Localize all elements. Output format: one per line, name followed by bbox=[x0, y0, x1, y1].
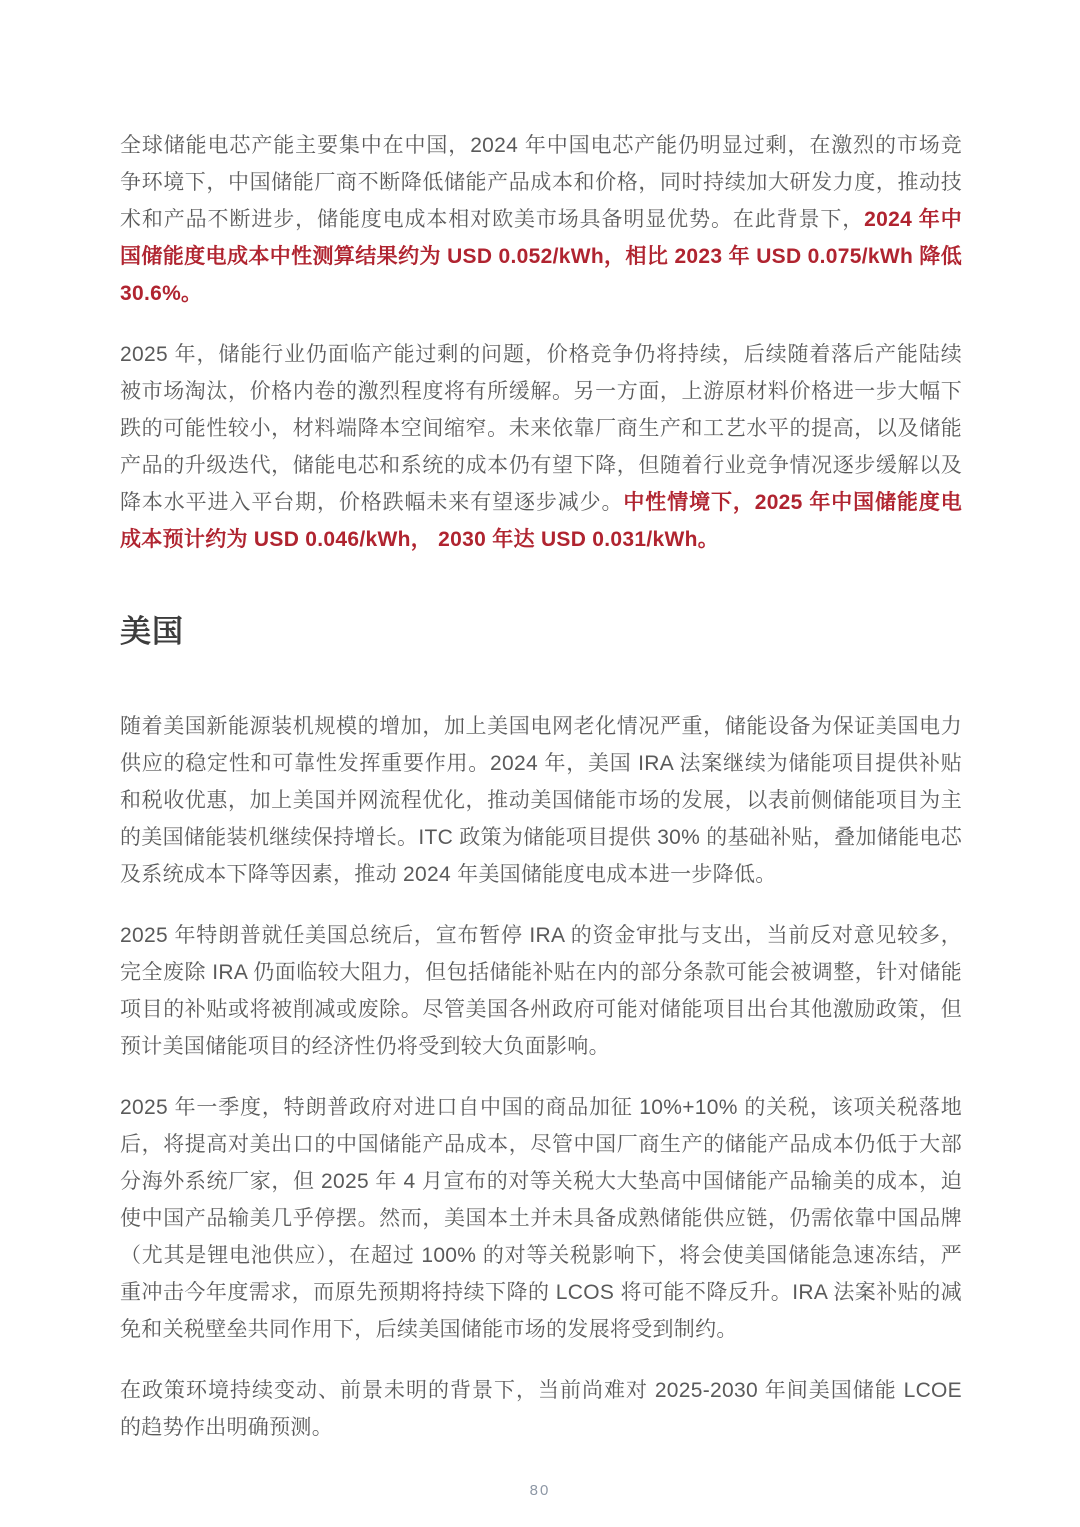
highlight-china-2024-result: 2024 年中国储能度电成本中性测算结果约为 USD 0.052/kWh，相比 2023 年 USD 0.075/kWh 降低 30.6%。 bbox=[120, 208, 962, 305]
page-content bbox=[120, 127, 962, 1470]
paragraph-us-tariffs bbox=[120, 1089, 962, 1348]
paragraph-us-lcoe-outlook bbox=[120, 1372, 962, 1446]
highlight-china-forecast: 中性情境下，2025 年中国储能度电成本预计约为 USD 0.046/kWh， 2030 年达 USD 0.031/kWh。 bbox=[120, 491, 962, 551]
paragraph-text: 2025 年特朗普就任美国总统后，宣布暂停 IRA 的资金审批与支出，当前反对意见较多，完全废除 IRA 仍面临较大阻力，但包括储能补贴在内的部分条款可能会被调整，针对储能项目的补贴或将被削减或废除。尽管美国各州政府可能对储能项目出台其他激励政策，但预计美国储能项目的经济性仍将受到较大负面影响。 bbox=[120, 924, 962, 1058]
paragraph-text: 在政策环境持续变动、前景未明的背景下，当前尚难对 2025-2030 年间美国储能 LCOE 的趋势作出明确预测。 bbox=[120, 1379, 962, 1439]
paragraph-text: 全球储能电芯产能主要集中在中国，2024 年中国电芯产能仍明显过剩，在激烈的市场竞争环境下，中国储能厂商不断降低储能产品成本和价格，同时持续加大研发力度，推动技术和产品不断进步，储能度电成本相对欧美市场具备明显优势。在此背景下， bbox=[120, 134, 962, 231]
section-heading-usa: 美国 bbox=[120, 614, 184, 649]
paragraph-us-2024 bbox=[120, 708, 962, 893]
paragraph-text: 2025 年一季度，特朗普政府对进口自中国的商品加征 10%+10% 的关税，该项关税落地后，将提高对美出口的中国储能产品成本，尽管中国厂商生产的储能产品成本仍低于大部分海外系统厂家，但 2025 年 4 月宣布的对等关税大大垫高中国储能产品输美的成本，迫使中国产品输美几乎停摆。然而，美国本土并未具备成熟储能供应链，仍需依靠中国品牌（尤其是锂电池供应），在超过 100% 的对等关税影响下，将会使美国储能急速冻结，严重冲击今年度需求，而原先预期将持续下降的 LCOS 将可能不降反升。IRA 法案补贴的减免和关税壁垒共同作用下，后续美国储能市场的发展将受到制约。 bbox=[120, 1096, 962, 1341]
page-footer bbox=[0, 1482, 1080, 1500]
paragraph-text: 2025 年，储能行业仍面临产能过剩的问题，价格竞争仍将持续，后续随着落后产能陆续被市场淘汰，价格内卷的激烈程度将有所缓解。另一方面，上游原材料价格进一步大幅下跌的可能性较小，材料端降本空间缩窄。未来依靠厂商生产和工艺水平的提高，以及储能产品的升级迭代，储能电芯和系统的成本仍有望下降，但随着行业竞争情况逐步缓解以及降本水平进入平台期，价格跌幅未来有望逐步减少。 bbox=[120, 343, 962, 514]
paragraph-china-2025-outlook bbox=[120, 336, 962, 558]
paragraph-china-2024-cost bbox=[120, 127, 962, 312]
paragraph-text: 随着美国新能源装机规模的增加，加上美国电网老化情况严重，储能设备为保证美国电力供应的稳定性和可靠性发挥重要作用。2024 年，美国 IRA 法案继续为储能项目提供补贴和税收优惠，加上美国并网流程优化，推动美国储能市场的发展，以表前侧储能项目为主的美国储能装机继续保持增长。ITC 政策为储能项目提供 30% 的基础补贴，叠加储能电芯及系统成本下降等因素，推动 2024 年美国储能度电成本进一步降低。 bbox=[120, 715, 962, 886]
page-number: 80 bbox=[529, 1482, 551, 1499]
paragraph-us-ira-policy bbox=[120, 917, 962, 1065]
